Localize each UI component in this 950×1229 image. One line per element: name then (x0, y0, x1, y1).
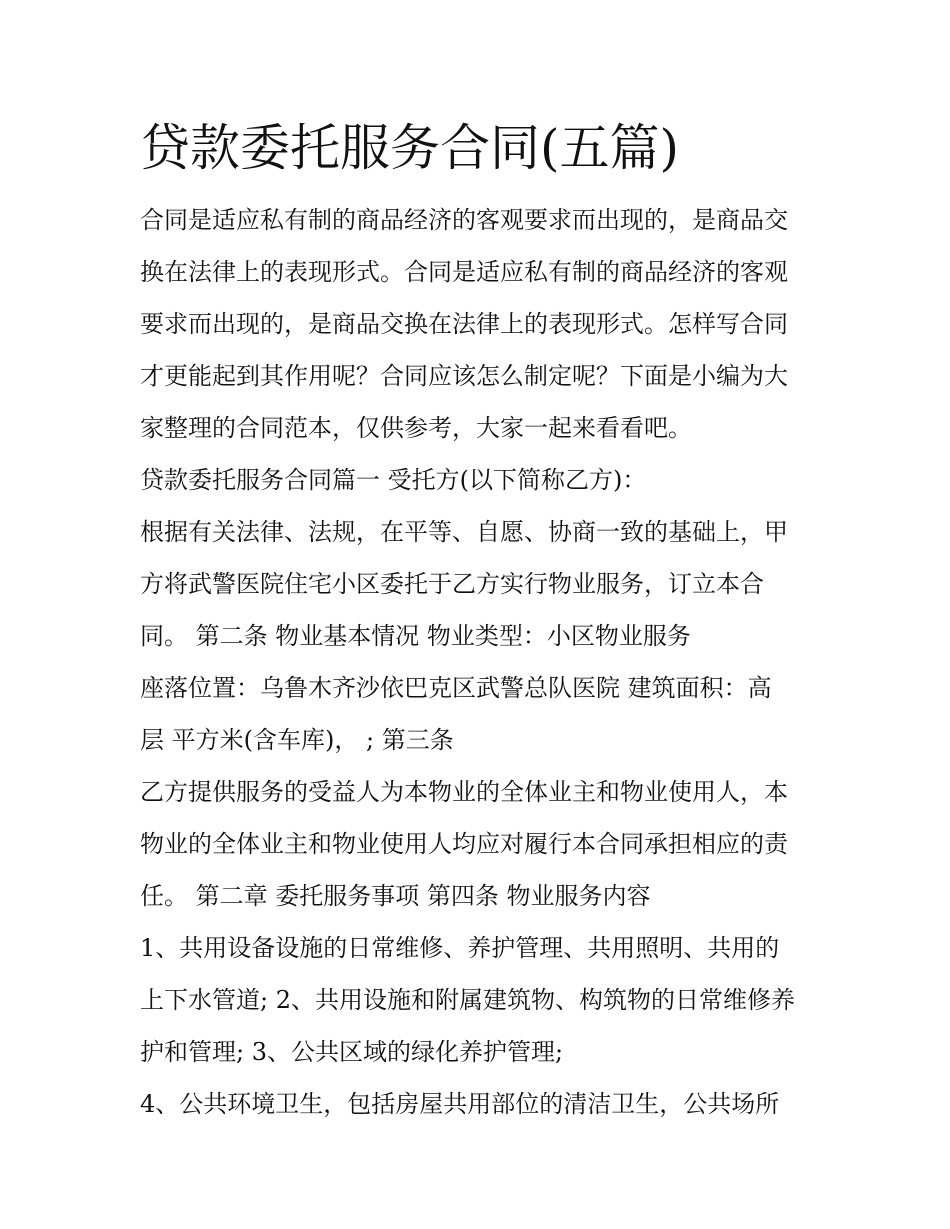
text-line: 方将武警医院住宅小区委托于乙方实行物业服务，订立本合 (140, 570, 764, 598)
paragraph-agreement-basis (140, 506, 820, 662)
text-line: 乙方提供服务的受益人为本物业的全体业主和物业使用人，本 (140, 778, 788, 806)
text-line: 层 平方米(含车库)， ; 第三条 (140, 726, 454, 754)
document-title: 贷款委托服务合同(五篇) (140, 119, 680, 177)
text-line: 家整理的合同范本，仅供参考，大家一起来看看吧。 (140, 414, 692, 442)
text-line: 同。 第二条 物业基本情况 物业类型：小区物业服务 (140, 622, 691, 650)
paragraph-service-items (140, 922, 820, 1078)
text-line: 护和管理; 3、公共区域的绿化养护管理; (140, 1038, 564, 1066)
text-line: 才更能起到其作用呢？合同应该怎么制定呢？下面是小编为大 (140, 362, 788, 390)
paragraph-sanitation (140, 1078, 820, 1130)
paragraph-section-heading (140, 454, 820, 506)
text-line: 座落位置：乌鲁木齐沙依巴克区武警总队医院 建筑面积：高 (140, 674, 772, 702)
text-line: 4、公共环境卫生，包括房屋共用部位的清洁卫生，公共场所 (140, 1090, 780, 1118)
text-line: 换在法律上的表现形式。合同是适应私有制的商品经济的客观 (140, 258, 788, 286)
paragraph-location (140, 662, 820, 766)
text-line: 上下水管道; 2、共用设施和附属建筑物、构筑物的日常维修养 (140, 986, 795, 1014)
text-line: 1、共用设备设施的日常维修、养护管理、共用照明、共用的 (140, 934, 780, 962)
text-line: 合同是适应私有制的商品经济的客观要求而出现的，是商品交 (140, 206, 788, 234)
paragraph-intro (140, 194, 820, 454)
paragraph-beneficiaries (140, 766, 820, 922)
text-line: 贷款委托服务合同篇一 受托方(以下简称乙方)： (140, 466, 647, 494)
document-body (140, 194, 820, 1130)
text-line: 物业的全体业主和物业使用人均应对履行本合同承担相应的责 (140, 830, 788, 858)
text-line: 根据有关法律、法规，在平等、自愿、协商一致的基础上，甲 (140, 518, 788, 546)
text-line: 任。 第二章 委托服务事项 第四条 物业服务内容 (140, 882, 651, 910)
document-page (140, 112, 820, 1130)
text-line: 要求而出现的，是商品交换在法律上的表现形式。怎样写合同 (140, 310, 788, 338)
